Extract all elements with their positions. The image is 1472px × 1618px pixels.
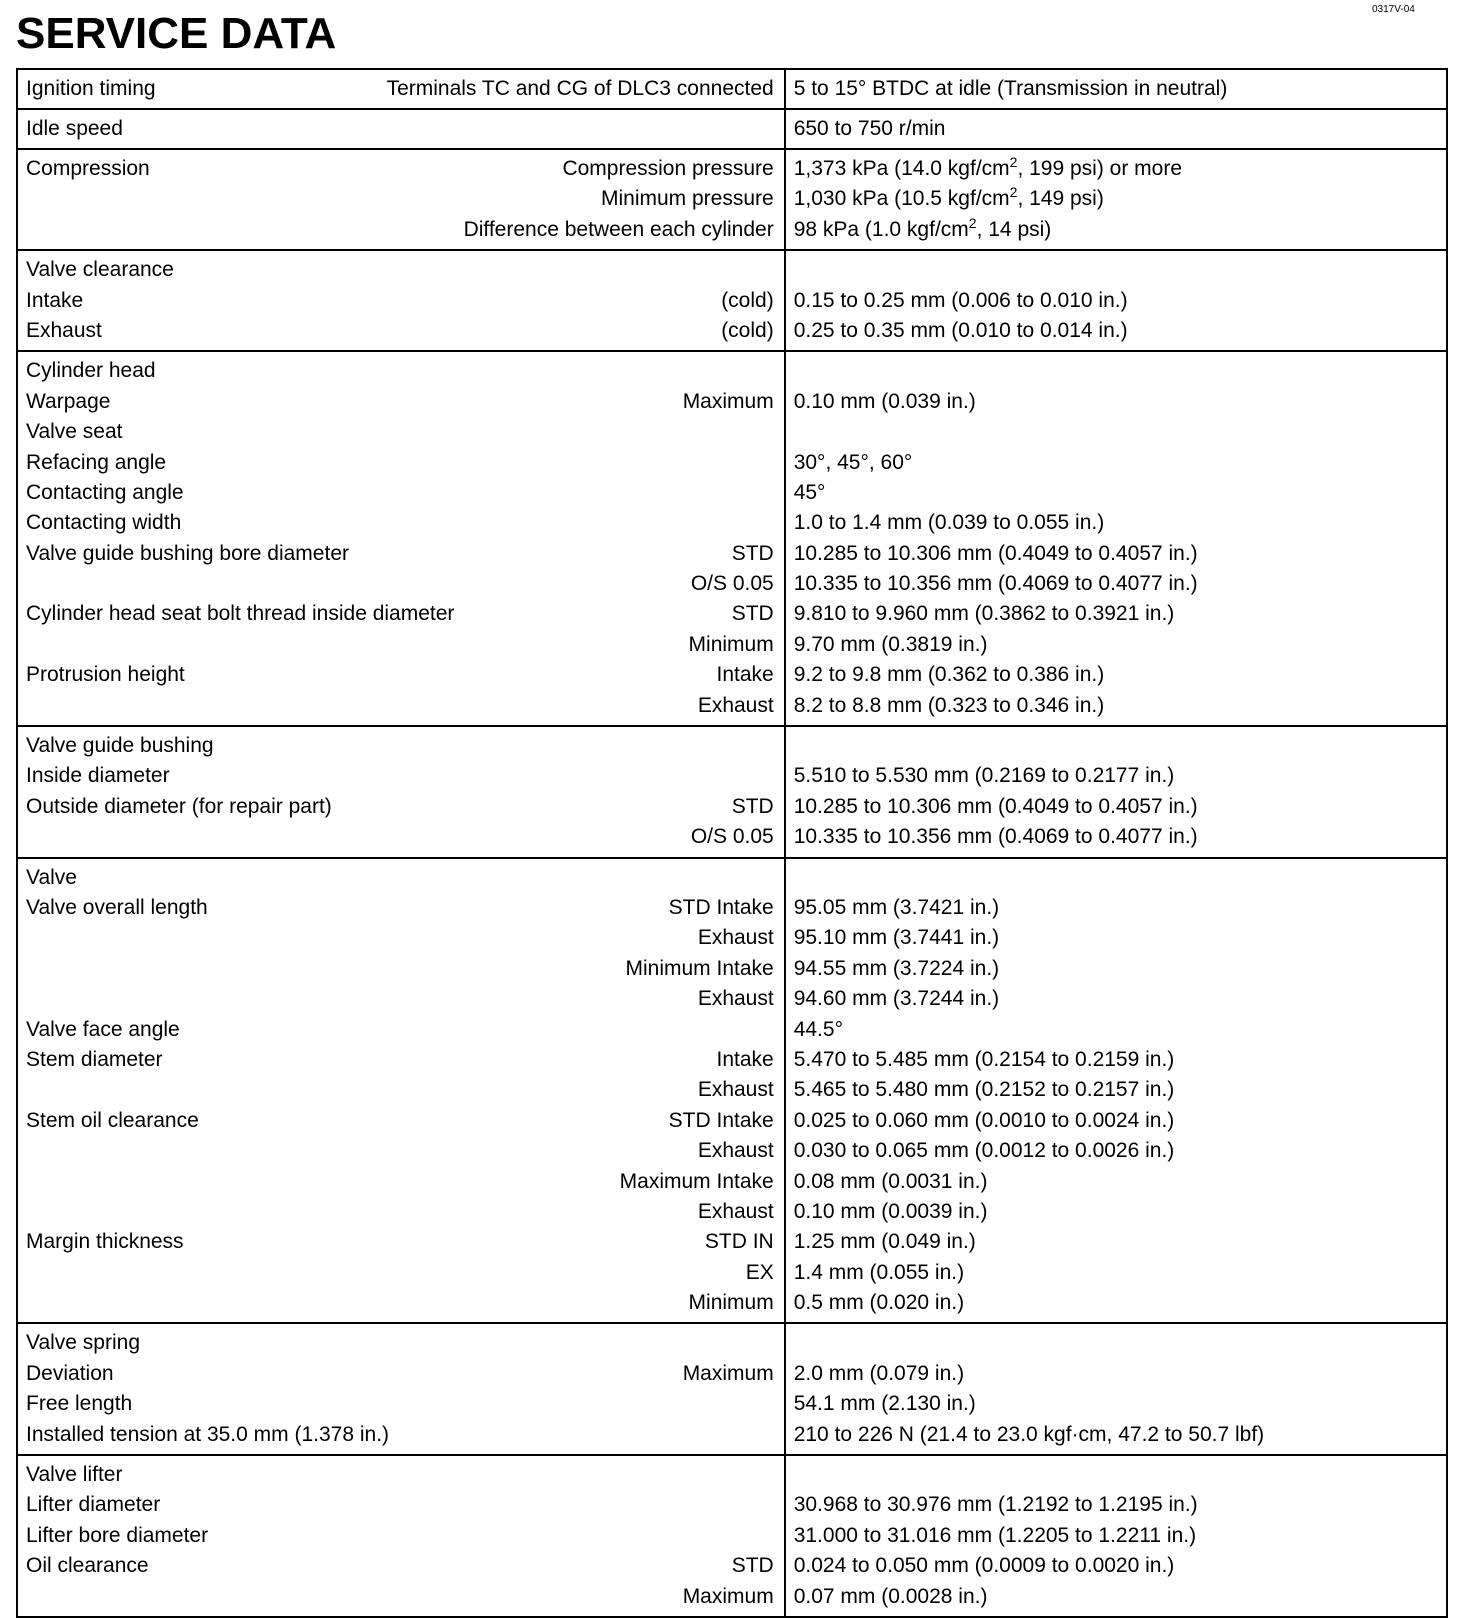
spec-condition: O/S 0.05 <box>690 572 774 596</box>
spec-value-text: 1,373 kPa (14.0 kgf/cm <box>793 157 1010 180</box>
spec-item-label: Stem oil clearance <box>26 1108 199 1132</box>
spec-row <box>26 954 774 984</box>
spec-item-label: Cylinder head seat bolt thread inside diameter <box>26 602 455 626</box>
spec-row <box>26 630 774 660</box>
spec-item-label: Valve <box>26 865 77 889</box>
spec-label-cell <box>17 1323 785 1455</box>
spec-condition: Exhaust <box>697 693 774 717</box>
spec-condition: STD Intake <box>668 1108 774 1132</box>
spec-row <box>26 893 774 923</box>
spec-condition: Terminals TC and CG of DLC3 connected <box>386 77 774 100</box>
spec-value: 45° <box>793 480 826 504</box>
spec-value: 10.285 to 10.306 mm (0.4049 to 0.4057 in.) <box>793 794 1198 818</box>
spec-section <box>17 1455 1447 1617</box>
spec-value <box>794 356 1436 386</box>
spec-item-label: Valve spring <box>26 1331 141 1355</box>
spec-condition: Intake <box>716 1047 774 1071</box>
spec-row <box>26 863 774 893</box>
spec-value: 31.000 to 31.016 mm (1.2205 to 1.2211 in.) <box>793 1523 1197 1547</box>
spec-item-label: Lifter bore diameter <box>26 1523 209 1547</box>
spec-item-label: Valve overall length <box>26 895 208 919</box>
spec-item-label: Valve face angle <box>26 1017 180 1041</box>
spec-row <box>26 74 774 104</box>
spec-value: 94.55 mm (3.7224 in.) <box>793 956 1000 980</box>
spec-row <box>26 822 774 852</box>
spec-label-cell <box>17 69 785 109</box>
spec-value <box>794 1460 1436 1490</box>
spec-item-label: Protrusion height <box>26 663 185 687</box>
spec-item-label: Inside diameter <box>26 764 170 788</box>
spec-value-cell <box>785 109 1447 149</box>
spec-row <box>26 154 774 184</box>
spec-value: 10.335 to 10.356 mm (0.4069 to 0.4077 in.) <box>793 825 1198 849</box>
spec-condition: Maximum <box>682 1584 774 1608</box>
spec-value-cell <box>785 1323 1447 1455</box>
spec-item-label: Margin thickness <box>26 1230 184 1254</box>
spec-item-label: Valve clearance <box>26 258 174 282</box>
spec-condition: Minimum Intake <box>625 956 774 980</box>
spec-row <box>26 660 774 690</box>
spec-value: 10.335 to 10.356 mm (0.4069 to 0.4077 in.) <box>793 572 1198 596</box>
spec-label-cell <box>17 250 785 351</box>
spec-row <box>26 448 774 478</box>
spec-value <box>794 154 1436 184</box>
spec-label-cell <box>17 109 785 149</box>
spec-item-label: Valve guide bushing bore diameter <box>26 541 349 565</box>
spec-value: 10.285 to 10.306 mm (0.4049 to 0.4057 in.) <box>793 541 1198 565</box>
spec-condition: Difference between each cylinder <box>463 217 774 241</box>
page-title: SERVICE DATA <box>16 9 337 58</box>
spec-value: 9.2 to 9.8 mm (0.362 to 0.386 in.) <box>793 663 1105 687</box>
service-data-body <box>17 69 1447 1617</box>
spec-value: 44.5° <box>793 1017 843 1041</box>
spec-value-superscript: 2 <box>1009 154 1018 170</box>
spec-value-cell <box>785 250 1447 351</box>
spec-value-cell <box>785 149 1447 250</box>
spec-value: 95.10 mm (3.7441 in.) <box>793 926 1000 950</box>
spec-item-label: Stem diameter <box>26 1047 163 1071</box>
spec-item-label: Refacing angle <box>26 450 167 474</box>
spec-condition: Exhaust <box>697 926 774 950</box>
spec-section <box>17 726 1447 858</box>
spec-value: 1.0 to 1.4 mm (0.039 to 0.055 in.) <box>793 511 1105 535</box>
spec-row <box>26 1582 774 1612</box>
spec-value: 95.05 mm (3.7421 in.) <box>793 895 1000 919</box>
spec-item-label: Warpage <box>26 389 111 413</box>
spec-row <box>26 1227 774 1257</box>
spec-row <box>26 1106 774 1136</box>
spec-condition: STD <box>731 1554 774 1578</box>
spec-item-label: Intake <box>26 288 84 312</box>
spec-value: 210 to 226 N (21.4 to 23.0 kgf·cm, 47.2 to 50.7 lbf) <box>793 1422 1265 1446</box>
spec-row <box>26 1328 774 1358</box>
spec-item-label: Free length <box>26 1392 133 1416</box>
spec-condition: Exhaust <box>697 1139 774 1163</box>
spec-condition: STD <box>731 602 774 626</box>
spec-value-cell <box>785 1455 1447 1617</box>
spec-item-label: Valve seat <box>26 420 123 444</box>
spec-row <box>26 1551 774 1581</box>
spec-condition: (cold) <box>721 318 774 342</box>
spec-row <box>26 1420 774 1450</box>
spec-value: 0.030 to 0.065 mm (0.0012 to 0.0026 in.) <box>793 1139 1175 1163</box>
spec-condition: STD IN <box>704 1230 774 1254</box>
spec-label-cell <box>17 1455 785 1617</box>
spec-value-cell <box>785 858 1447 1324</box>
spec-value <box>794 417 1436 447</box>
spec-condition: Minimum <box>688 632 774 656</box>
spec-item-label: Cylinder head <box>26 359 156 383</box>
spec-row <box>26 255 774 285</box>
spec-value-text: , 199 psi) or more <box>1017 157 1183 180</box>
spec-value: 30.968 to 30.976 mm (1.2192 to 1.2195 in.) <box>793 1493 1198 1517</box>
spec-row <box>26 1136 774 1166</box>
spec-condition: Maximum <box>682 1361 774 1385</box>
spec-row <box>26 691 774 721</box>
spec-value: 0.025 to 0.060 mm (0.0010 to 0.0024 in.) <box>793 1108 1175 1132</box>
spec-value: 0.10 mm (0.039 in.) <box>793 389 976 413</box>
spec-item-label: Deviation <box>26 1361 114 1385</box>
spec-value: 0.10 mm (0.0039 in.) <box>793 1199 988 1223</box>
spec-value-superscript: 2 <box>968 214 977 231</box>
spec-row <box>26 984 774 1014</box>
spec-row <box>26 569 774 599</box>
spec-value-superscript: 2 <box>1009 184 1018 201</box>
spec-condition: EX <box>745 1260 774 1284</box>
spec-item-label: Ignition timing <box>26 77 156 100</box>
spec-row <box>26 1490 774 1520</box>
spec-value <box>794 215 1436 245</box>
spec-item-label: Outside diameter (for repair part) <box>26 794 332 818</box>
spec-value: 0.5 mm (0.020 in.) <box>793 1291 965 1315</box>
spec-value <box>794 184 1436 214</box>
spec-value: 5.470 to 5.485 mm (0.2154 to 0.2159 in.) <box>793 1047 1175 1071</box>
spec-section <box>17 351 1447 726</box>
spec-item-label: Exhaust <box>26 318 102 342</box>
spec-section <box>17 109 1447 149</box>
spec-value: 9.70 mm (0.3819 in.) <box>793 632 988 656</box>
spec-item-label: Oil clearance <box>26 1554 149 1578</box>
spec-value: 30°, 45°, 60° <box>793 450 913 474</box>
spec-row <box>26 539 774 569</box>
spec-value-text: , 149 psi) <box>1017 187 1104 211</box>
spec-value: 94.60 mm (3.7244 in.) <box>793 987 1000 1011</box>
spec-row <box>26 1288 774 1318</box>
spec-row <box>26 356 774 386</box>
spec-condition: Intake <box>716 663 774 687</box>
spec-item-label: Compression <box>26 157 150 180</box>
spec-item-label: Installed tension at 35.0 mm (1.378 in.) <box>26 1422 390 1446</box>
spec-condition: Exhaust <box>697 987 774 1011</box>
spec-section <box>17 250 1447 351</box>
spec-value <box>794 1328 1436 1358</box>
spec-value-cell <box>785 69 1447 109</box>
spec-item-label: Contacting angle <box>26 480 184 504</box>
spec-value: 0.15 to 0.25 mm (0.006 to 0.010 in.) <box>793 288 1128 312</box>
spec-value: 5.465 to 5.480 mm (0.2152 to 0.2157 in.) <box>793 1078 1175 1102</box>
spec-label-cell <box>17 726 785 858</box>
spec-value: 1.25 mm (0.049 in.) <box>793 1230 976 1254</box>
page-code: 0317V-04 <box>1372 4 1415 15</box>
spec-item-label: Idle speed <box>26 117 123 140</box>
spec-value-cell <box>785 726 1447 858</box>
spec-section <box>17 1323 1447 1455</box>
spec-value: 5 to 15° BTDC at idle (Transmission in neutral) <box>793 77 1228 100</box>
spec-row <box>26 478 774 508</box>
spec-condition: Compression pressure <box>562 157 774 180</box>
spec-label-cell <box>17 351 785 726</box>
spec-row <box>26 286 774 316</box>
spec-item-label: Contacting width <box>26 511 182 535</box>
spec-condition: STD <box>731 794 774 818</box>
spec-item-label: Lifter diameter <box>26 1493 161 1517</box>
service-data-table <box>16 68 1448 1618</box>
spec-row <box>26 1521 774 1551</box>
spec-row <box>26 1197 774 1227</box>
spec-row <box>26 1258 774 1288</box>
spec-row <box>26 731 774 761</box>
spec-condition: Maximum <box>682 389 774 413</box>
spec-item-label: Valve lifter <box>26 1463 123 1487</box>
spec-row <box>26 792 774 822</box>
spec-value-cell <box>785 351 1447 726</box>
spec-row <box>26 184 774 214</box>
spec-row <box>26 1075 774 1105</box>
spec-item-label: Valve guide bushing <box>26 734 214 758</box>
spec-value: 8.2 to 8.8 mm (0.323 to 0.346 in.) <box>793 693 1105 717</box>
spec-value-text: 98 kPa (1.0 kgf/cm <box>793 217 969 241</box>
spec-condition: Minimum pressure <box>600 187 774 211</box>
spec-value: 0.25 to 0.35 mm (0.010 to 0.014 in.) <box>793 318 1128 342</box>
spec-section <box>17 149 1447 250</box>
spec-condition: (cold) <box>721 288 774 312</box>
spec-condition: O/S 0.05 <box>690 825 774 849</box>
spec-row <box>26 387 774 417</box>
spec-value: 0.08 mm (0.0031 in.) <box>793 1169 988 1193</box>
spec-value <box>794 863 1436 893</box>
spec-section <box>17 69 1447 109</box>
spec-value: 9.810 to 9.960 mm (0.3862 to 0.3921 in.) <box>793 602 1175 626</box>
spec-row <box>26 1389 774 1419</box>
spec-value: 54.1 mm (2.130 in.) <box>793 1392 976 1416</box>
spec-condition: Minimum <box>688 1291 774 1315</box>
spec-row <box>26 417 774 447</box>
spec-row <box>26 215 774 245</box>
spec-value <box>794 731 1436 761</box>
spec-row <box>26 316 774 346</box>
spec-value: 0.07 mm (0.0028 in.) <box>793 1584 988 1608</box>
spec-condition: STD <box>731 541 774 565</box>
spec-row <box>26 1359 774 1389</box>
spec-label-cell <box>17 858 785 1324</box>
spec-row <box>26 508 774 538</box>
spec-condition: Exhaust <box>697 1078 774 1102</box>
spec-value-text: , 14 psi) <box>976 217 1052 241</box>
spec-value: 5.510 to 5.530 mm (0.2169 to 0.2177 in.) <box>793 764 1175 788</box>
spec-row <box>26 114 774 144</box>
spec-condition: Maximum Intake <box>619 1169 774 1193</box>
spec-condition: Exhaust <box>697 1199 774 1223</box>
spec-value: 650 to 750 r/min <box>793 117 946 140</box>
spec-row <box>26 1460 774 1490</box>
spec-row <box>26 761 774 791</box>
spec-condition: STD Intake <box>668 895 774 919</box>
spec-row <box>26 1167 774 1197</box>
spec-value: 2.0 mm (0.079 in.) <box>793 1361 965 1385</box>
spec-row <box>26 1045 774 1075</box>
spec-row <box>26 1015 774 1045</box>
spec-value: 1.4 mm (0.055 in.) <box>793 1260 965 1284</box>
spec-row <box>26 923 774 953</box>
spec-value: 0.024 to 0.050 mm (0.0009 to 0.0020 in.) <box>793 1554 1175 1578</box>
spec-value <box>794 255 1436 285</box>
spec-row <box>26 599 774 629</box>
spec-value-text: 1,030 kPa (10.5 kgf/cm <box>793 187 1010 211</box>
spec-section <box>17 858 1447 1324</box>
spec-label-cell <box>17 149 785 250</box>
